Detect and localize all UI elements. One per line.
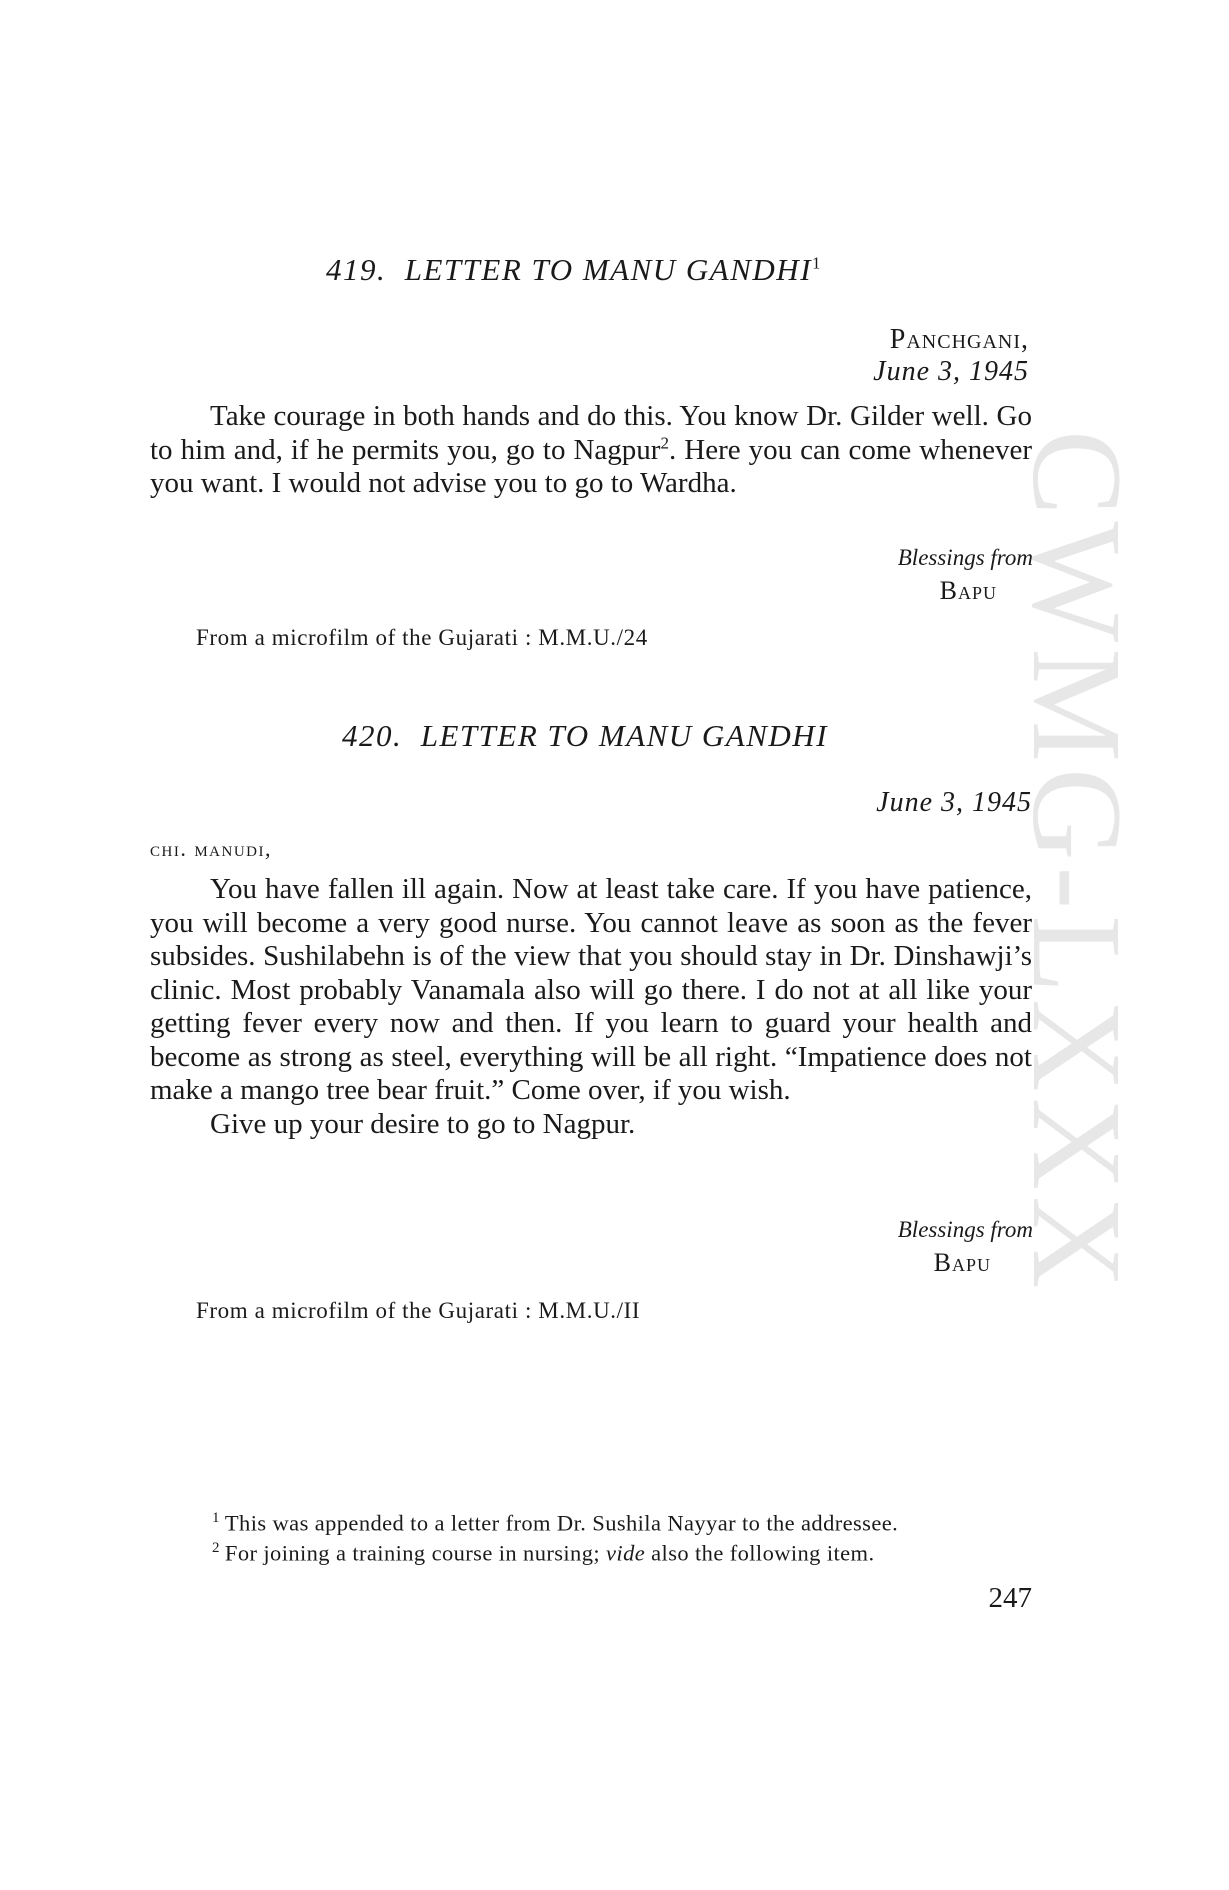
letter-420-body xyxy=(150,873,1032,1141)
letter-419-paragraph xyxy=(150,400,1032,501)
footnote-ref: 2 xyxy=(660,432,669,452)
watermark-text: CWMG-LXXX xyxy=(1006,430,1148,1295)
letter-420-date: June 3, 1945 xyxy=(876,787,1032,818)
letter-419-source: From a microfilm of the Gujarati : M.M.U./24 xyxy=(196,625,648,650)
letter-419-date: June 3, 1945 xyxy=(873,356,1029,387)
letter-420-paragraph-2: Give up your desire to go to Nagpur. xyxy=(210,1107,636,1140)
footnote-marker: 1 xyxy=(212,1510,220,1526)
paragraph-text: . Here you can come whenever you want. I would not advise you to go to Wardha. xyxy=(150,433,1032,499)
letter-420-heading xyxy=(342,718,828,754)
letter-number: 420. xyxy=(342,718,403,753)
letter-420-paragraph-1: You have fallen ill again. Now at least take care. If you have patience, you will become a very good nurse. You cannot leave as soon as the fever subsides. Sushilabehn is of the view that you should stay in Dr. Dinshawji’s clinic. Most probably Vanamala also will go there. I do not at all like your getting fever every now and then. If you learn to guard your health and become as strong as steel, everything will be all right. “Impatience does not make a mango tree bear fruit.” Come over, if you wish. xyxy=(150,873,1032,1106)
letter-number: 419. xyxy=(326,252,387,287)
footnote-text: For joining a training course in nursing; xyxy=(224,1540,601,1566)
letter-419-heading xyxy=(326,252,821,288)
letter-title: LETTER TO MANU GANDHI xyxy=(420,718,829,753)
footnote-italic: vide xyxy=(606,1540,646,1566)
paragraph-text: Take courage in both hands and do this. You know Dr. Gilder well. Go to him and, if he permits you, go to Nagpur xyxy=(150,400,1032,466)
footnote-2 xyxy=(212,1540,874,1567)
letter-420-signature: Bapu xyxy=(933,1248,991,1277)
letter-419-blessing: Blessings from xyxy=(897,545,1033,570)
letter-419-place: Panchgani, xyxy=(889,324,1029,355)
page-number: 247 xyxy=(988,1582,1032,1614)
footnote-marker: 2 xyxy=(212,1540,220,1556)
footnote-text: also the following item. xyxy=(651,1540,875,1566)
letter-420-source: From a microfilm of the Gujarati : M.M.U./II xyxy=(196,1298,641,1323)
letter-419-signature: Bapu xyxy=(939,576,997,605)
letter-419-body xyxy=(150,400,1032,501)
footnote-text: This was appended to a letter from Dr. Sushila Nayyar to the addressee. xyxy=(224,1510,899,1536)
letter-420-salutation: chi. manudi, xyxy=(150,836,272,861)
footnote-ref: 1 xyxy=(812,253,821,273)
letter-title: LETTER TO MANU GANDHI xyxy=(404,252,813,287)
footnote-1 xyxy=(212,1510,898,1537)
letter-420-blessing: Blessings from xyxy=(897,1217,1033,1242)
